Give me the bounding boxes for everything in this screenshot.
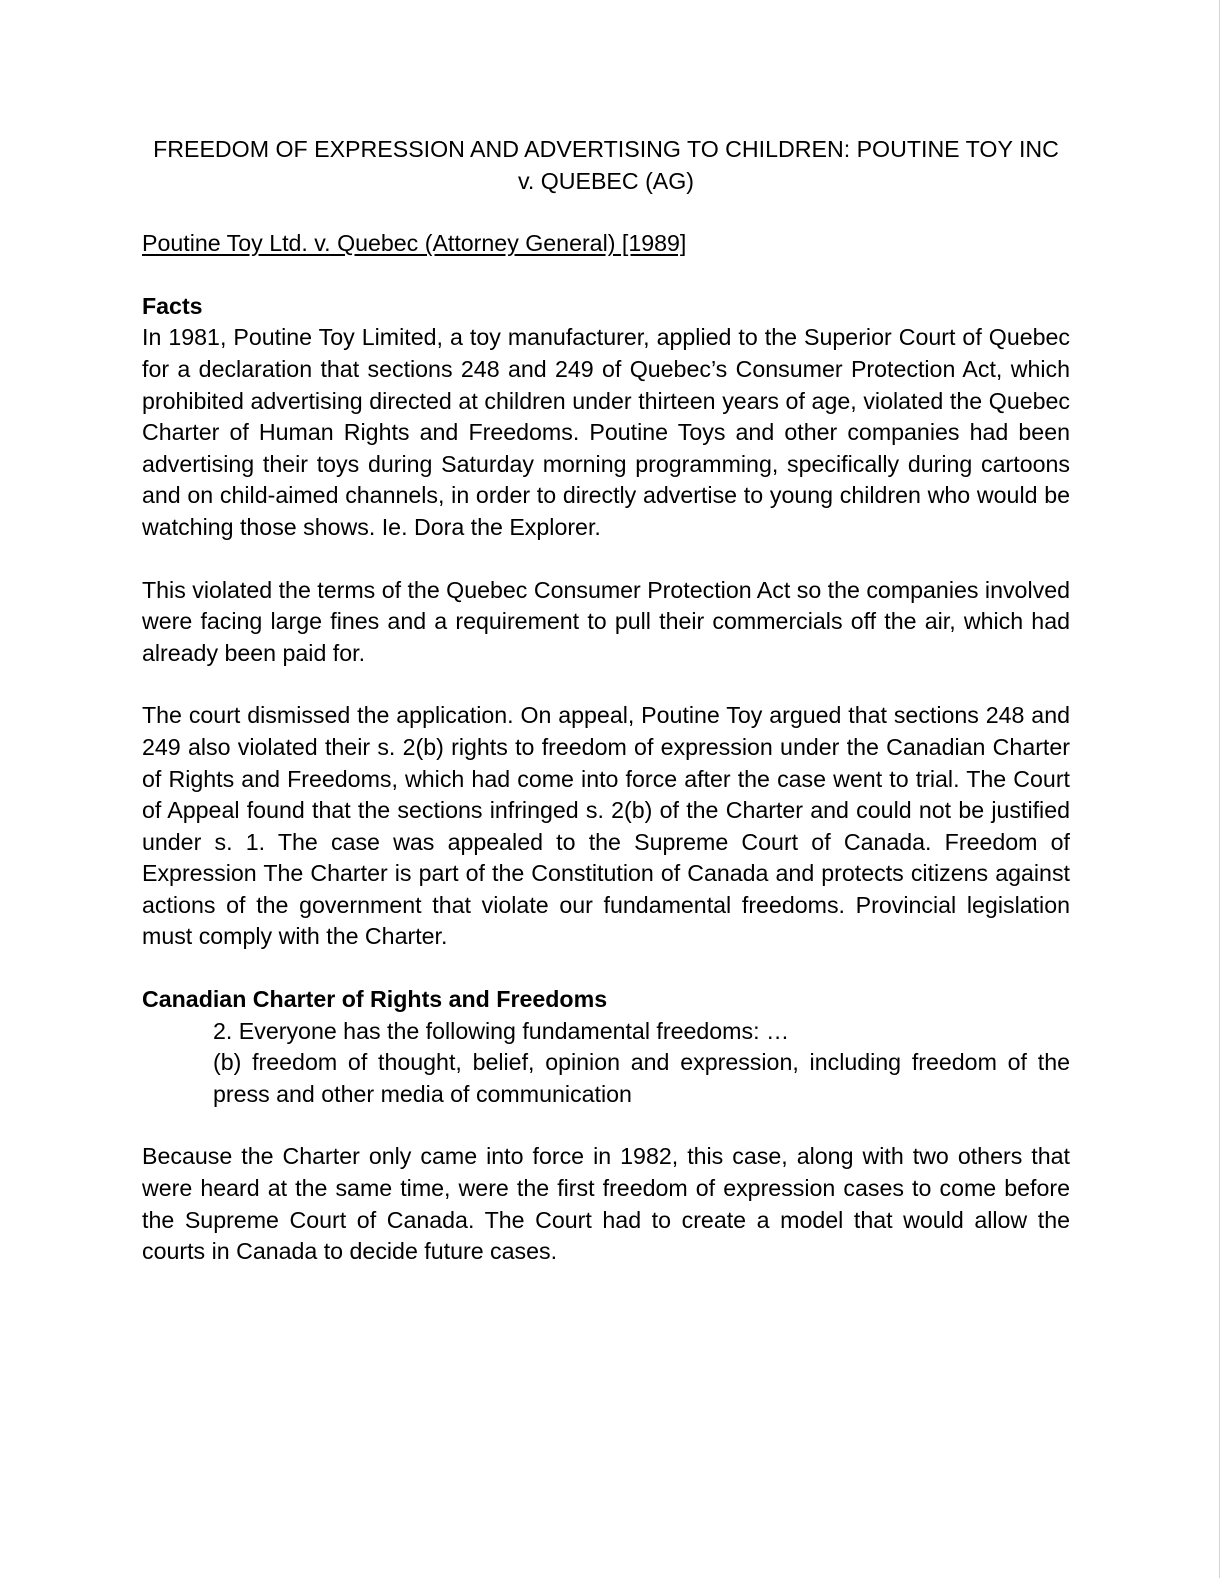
charter-quote [213, 1016, 1070, 1111]
document-body [142, 134, 1070, 1268]
page-edge-divider [1219, 0, 1220, 1578]
facts-heading: Facts [142, 292, 203, 319]
facts-paragraph-3: The court dismissed the application. On appeal, Poutine Toy argued that sections 248 and 249 also violated their s. 2(b) rights to freedom of expression under the Canadian Charter of Rights and Freedoms, which had come into force after the case went to trial. The Court of Appeal found that the sections infringed s. 2(b) of the Charter and could not be justified under s. 1. The case was appealed to the Supreme Court of Canada. Freedom of Expression The Charter is part of the Constitution of Canada and protects citizens against actions of the government that violate our fundamental freedoms. Provincial legislation must comply with the Charter. [142, 702, 1070, 950]
document-title: FREEDOM OF EXPRESSION AND ADVERTISING TO CHILDREN: POUTINE TOY INC v. QUEBEC (AG) [153, 136, 1059, 194]
charter-heading: Canadian Charter of Rights and Freedoms [142, 986, 608, 1013]
charter-line-section-2: 2. Everyone has the following fundamental freedoms: … [213, 1017, 790, 1044]
closing-paragraph: Because the Charter only came into force in 1982, this case, along with two others that were heard at the same time, were the first freedom of expression cases to come before the Supreme Court of Canada. The Court had to create a model that would allow the courts in Canada to decide future cases. [142, 1143, 1070, 1265]
case-citation: Poutine Toy Ltd. v. Quebec (Attorney General) [1989] [142, 230, 687, 257]
facts-paragraph-1: In 1981, Poutine Toy Limited, a toy manufacturer, applied to the Superior Court of Quebec for a declaration that sections 248 and 249 of Quebec’s Consumer Protection Act, which prohibited advertising directed at children under thirteen years of age, violated the Quebec Charter of Human Rights and Freedoms. Poutine Toys and other companies had been advertising their toys during Saturday morning programming, specifically during cartoons and on child-aimed channels, in order to directly advertise to young children who would be watching those shows. Ie. Dora the Explorer. [142, 324, 1070, 540]
charter-line-2b: (b) freedom of thought, belief, opinion and expression, including freedom of the press and other media of communication [213, 1049, 1070, 1107]
facts-paragraph-2: This violated the terms of the Quebec Consumer Protection Act so the companies involved were facing large fines and a requirement to pull their commercials off the air, which had already been paid for. [142, 576, 1070, 666]
